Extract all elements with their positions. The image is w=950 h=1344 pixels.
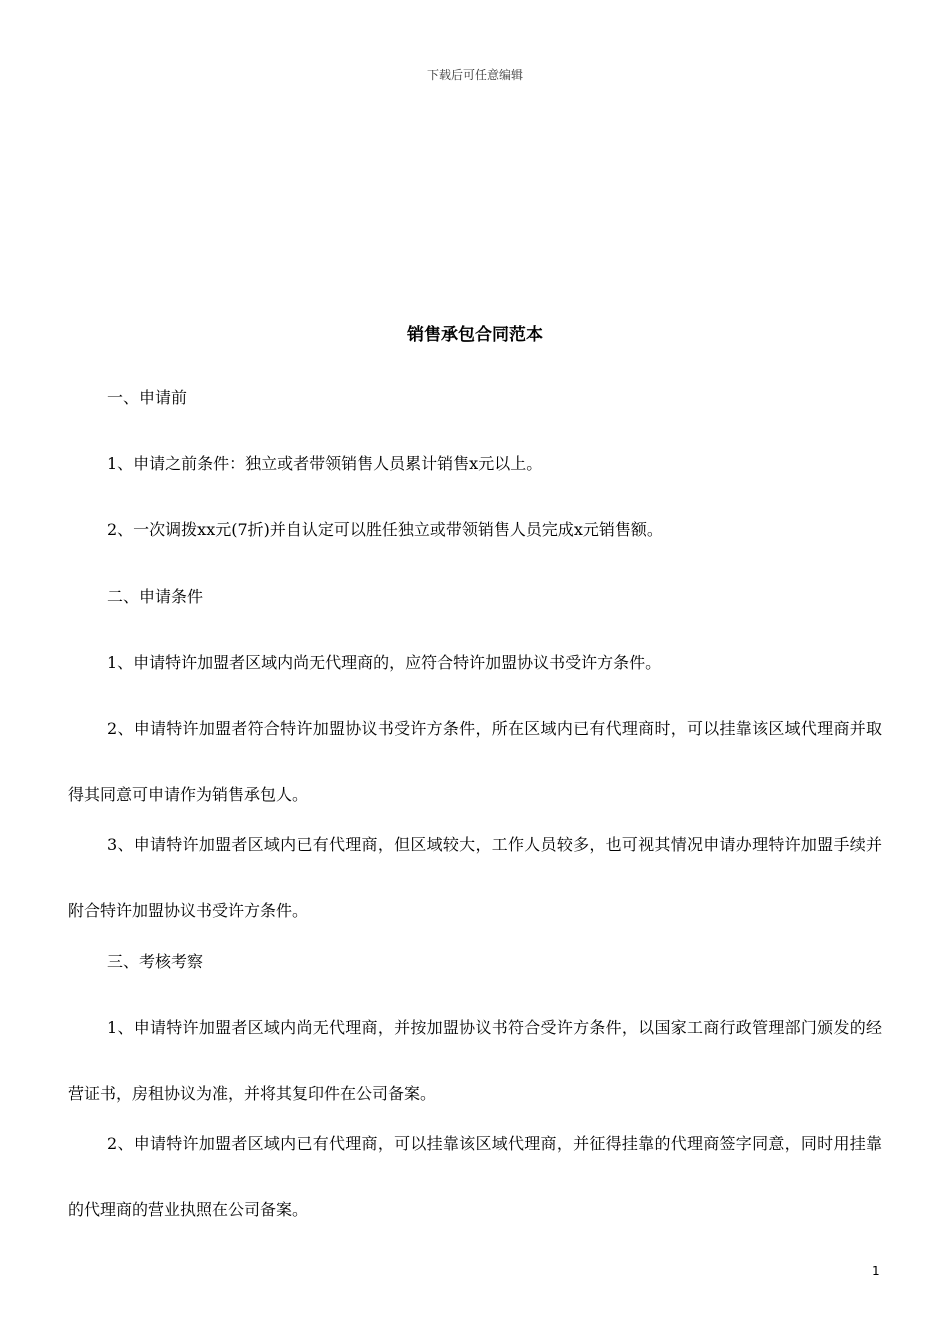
section-heading-3: 三、考核考察 xyxy=(107,952,204,971)
document-title: 销售承包合同范本 xyxy=(407,325,543,345)
paragraph-1-2: 2、一次调拨xx元(7折)并自认定可以胜任独立或带领销售人员完成x元销售额。 xyxy=(107,520,663,539)
section-heading-2: 二、申请条件 xyxy=(107,587,204,606)
paragraph-3-2: 2、申请特许加盟者区域内已有代理商，可以挂靠该区域代理商，并征得挂靠的代理商签字同意，同时用挂靠的代理商的营业执照在公司备案。 xyxy=(68,1134,882,1219)
header-note: 下载后可任意编辑 xyxy=(426,68,523,82)
paragraph-1-1: 1、申请之前条件：独立或者带领销售人员累计销售x元以上。 xyxy=(107,454,543,473)
paragraph-2-3: 3、申请特许加盟者区域内已有代理商，但区域较大，工作人员较多，也可视其情况申请办理特许加盟手续并附合特许加盟协议书受许方条件。 xyxy=(68,835,882,920)
paragraph-3-1: 1、申请特许加盟者区域内尚无代理商，并按加盟协议书符合受许方条件，以国家工商行政管理部门颁发的经营证书，房租协议为准，并将其复印件在公司备案。 xyxy=(68,1018,882,1103)
page-number: 1 xyxy=(872,1264,880,1278)
paragraph-2-1: 1、申请特许加盟者区域内尚无代理商的，应符合特许加盟协议书受许方条件。 xyxy=(107,653,662,672)
paragraph-2-2: 2、申请特许加盟者符合特许加盟协议书受许方条件，所在区域内已有代理商时，可以挂靠该区域代理商并取得其同意可申请作为销售承包人。 xyxy=(68,719,882,804)
section-heading-1: 一、申请前 xyxy=(107,388,188,407)
